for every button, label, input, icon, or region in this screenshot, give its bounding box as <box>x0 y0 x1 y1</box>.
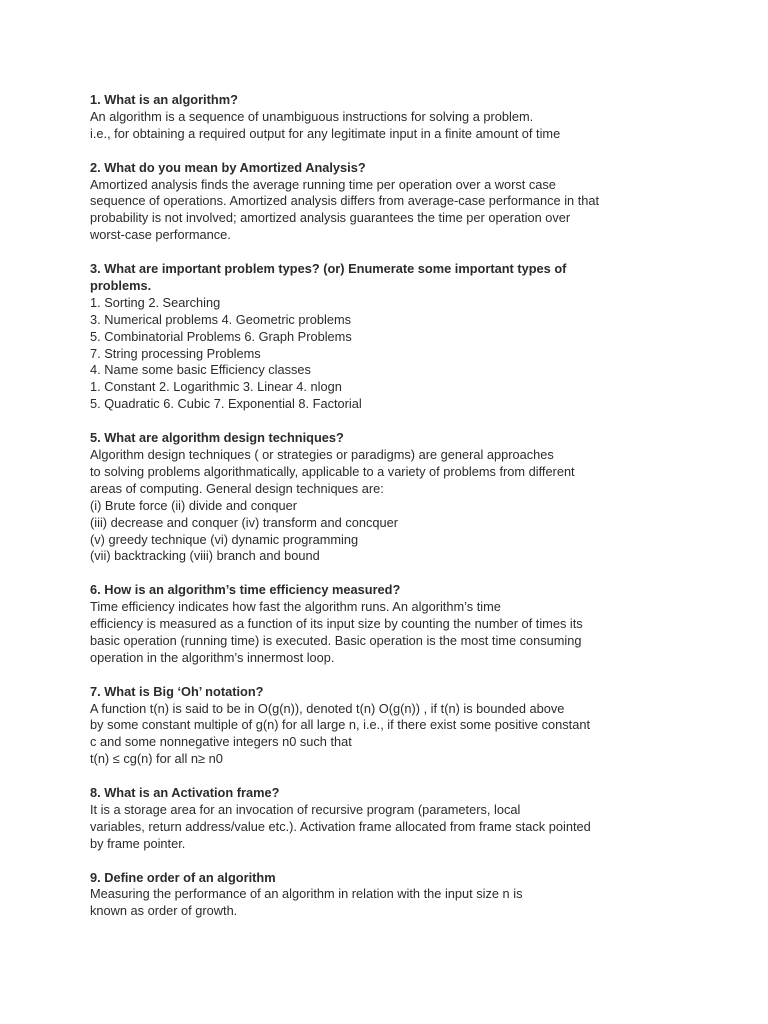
question-heading <box>90 582 730 599</box>
answer-line: known as order of growth. <box>90 903 238 919</box>
answer-line: 1. Constant 2. Logarithmic 3. Linear 4. nlogn <box>90 379 342 395</box>
answer-text <box>90 701 730 769</box>
answer-line: (iii) decrease and conquer (iv) transform and concquer <box>90 514 398 530</box>
answer-line: by frame pointer. <box>90 835 186 851</box>
answer-line: to solving problems algorithmatically, applicable to a variety of problems from different <box>90 463 575 479</box>
answer-text <box>90 802 730 853</box>
qa-section-8 <box>90 785 730 853</box>
answer-line: worst-case performance. <box>90 227 231 243</box>
answer-text <box>90 109 730 143</box>
question-line: 5. What are algorithm design techniques? <box>90 430 344 446</box>
question-heading <box>90 684 730 701</box>
answer-line: 7. String processing Problems <box>90 345 261 361</box>
question-heading <box>90 160 730 177</box>
answer-line: 3. Numerical problems 4. Geometric problems <box>90 311 352 327</box>
answer-line: t(n) ≤ cg(n) for all n≥ n0 <box>90 751 223 767</box>
answer-line: A function t(n) is said to be in O(g(n)), denoted t(n) O(g(n)) , if t(n) is bounded above <box>90 700 565 716</box>
question-line: 6. How is an algorithm’s time efficiency measured? <box>90 582 401 598</box>
question-line: 8. What is an Activation frame? <box>90 785 280 801</box>
question-heading <box>90 870 730 887</box>
qa-section-1 <box>90 92 730 143</box>
answer-line: (vii) backtracking (viii) branch and bound <box>90 548 320 564</box>
answer-line: efficiency is measured as a function of its input size by counting the number of times its <box>90 616 583 632</box>
question-line: 7. What is Big ‘Oh’ notation? <box>90 683 264 699</box>
question-heading <box>90 785 730 802</box>
qa-section-6 <box>90 582 730 667</box>
qa-section-7 <box>90 684 730 769</box>
answer-line: variables, return address/value etc.). Activation frame allocated from frame stack pointed <box>90 818 591 834</box>
question-heading <box>90 261 730 295</box>
answer-line: operation in the algorithm’s innermost loop. <box>90 649 335 665</box>
qa-section-5 <box>90 430 730 565</box>
answer-line: c and some nonnegative integers n0 such that <box>90 734 352 750</box>
answer-line: 4. Name some basic Efficiency classes <box>90 362 311 378</box>
answer-line: Amortized analysis finds the average running time per operation over a worst case <box>90 176 556 192</box>
answer-line: Measuring the performance of an algorithm in relation with the input size n is <box>90 886 523 902</box>
answer-line: 5. Combinatorial Problems 6. Graph Problems <box>90 328 352 344</box>
answer-line: 5. Quadratic 6. Cubic 7. Exponential 8. Factorial <box>90 396 362 412</box>
answer-line: (v) greedy technique (vi) dynamic programming <box>90 531 359 547</box>
answer-line: by some constant multiple of g(n) for all large n, i.e., if there exist some positive constant <box>90 717 591 733</box>
question-line: 1. What is an algorithm? <box>90 92 238 107</box>
answer-line: basic operation (running time) is executed. Basic operation is the most time consuming <box>90 632 582 648</box>
question-heading <box>90 92 730 109</box>
answer-text <box>90 295 730 413</box>
answer-line: An algorithm is a sequence of unambiguous instructions for solving a problem. <box>90 108 534 124</box>
answer-line: 1. Sorting 2. Searching <box>90 294 221 310</box>
qa-section-9 <box>90 870 730 921</box>
answer-line: i.e., for obtaining a required output for any legitimate input in a finite amount of time <box>90 125 561 141</box>
answer-line: Time efficiency indicates how fast the algorithm runs. An algorithm’s time <box>90 599 501 615</box>
answer-line: areas of computing. General design techniques are: <box>90 480 384 496</box>
question-line: 2. What do you mean by Amortized Analysis? <box>90 159 366 175</box>
question-line: 3. What are important problem types? (or) Enumerate some important types of <box>90 261 567 277</box>
answer-text <box>90 177 730 245</box>
question-line: 9. Define order of an algorithm <box>90 869 276 885</box>
qa-section-2 <box>90 160 730 245</box>
question-heading <box>90 430 730 447</box>
answer-line: (i) Brute force (ii) divide and conquer <box>90 497 297 513</box>
document-page <box>90 92 730 937</box>
answer-line: sequence of operations. Amortized analysis differs from average-case performance in that <box>90 193 600 209</box>
answer-line: It is a storage area for an invocation of recursive program (parameters, local <box>90 801 521 817</box>
answer-line: probability is not involved; amortized analysis guarantees the time per operation over <box>90 210 571 226</box>
answer-text <box>90 599 730 667</box>
qa-section-3 <box>90 261 730 413</box>
question-line: problems. <box>90 277 152 293</box>
answer-line: Algorithm design techniques ( or strategies or paradigms) are general approaches <box>90 446 554 462</box>
answer-text <box>90 447 730 565</box>
answer-text <box>90 886 730 920</box>
